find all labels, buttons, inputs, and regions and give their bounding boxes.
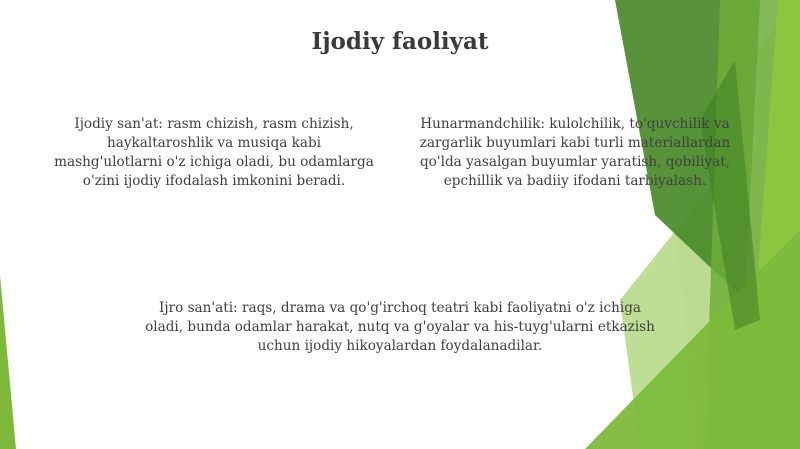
paragraph-creative-arts: Ijodiy san'at: rasm chizish, rasm chizish, haykaltaroshlik va musiqa kabi mashg'ulotlarni o'z ichiga oladi, bu odamlarga o'zini ijodiy ifodalash imkonini beradi.	[54, 116, 374, 189]
paragraph-crafts: Hunarmandchilik: kulolchilik, to'quvchilik va zargarlik buyumlari kabi turli materiallardan qo'lda yasalgan buyumlar yaratish, qobiliyat, epchillik va badiiy ifodani tarbiyalash.	[419, 116, 731, 189]
paragraph-performing-arts: Ijro san'ati: raqs, drama va qo'g'irchoq teatri kabi faoliyatni o'z ichiga oladi, bunda odamlar harakat, nutq va g'oyalar va his-tuyg'ularni etkazish uchun ijodiy hikoyalardan foydalanadilar.	[145, 300, 655, 354]
left-edge-facet	[0, 275, 16, 449]
slide-title: Ijodiy faoliyat	[311, 28, 489, 55]
